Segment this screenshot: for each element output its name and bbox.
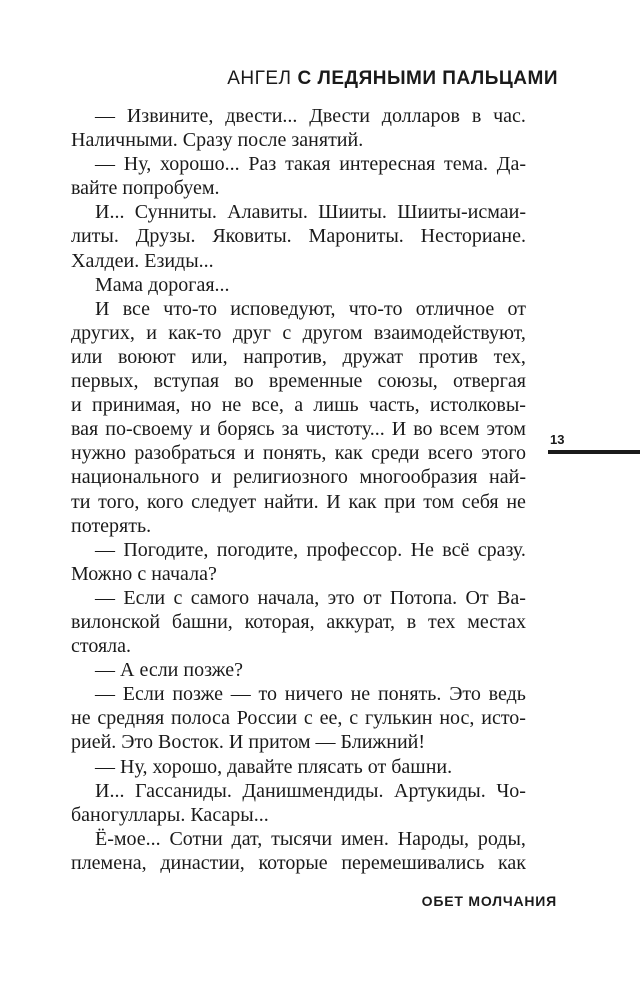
text-line: ти того, кого следует найти. И как при том себя не bbox=[71, 490, 526, 513]
text-line: рией. Это Восток. И притом — Ближний! bbox=[71, 731, 426, 754]
running-head-title: С ЛЕДЯНЫМИ ПАЛЬЦАМИ bbox=[297, 68, 558, 89]
running-foot: ОБЕТ МОЛЧАНИЯ bbox=[421, 893, 557, 909]
running-head bbox=[227, 68, 558, 90]
text-line: — Если с самого начала, это от Потопа. От Ва- bbox=[95, 586, 526, 609]
text-line: вилонской башни, которая, аккурат, в тех местах bbox=[71, 610, 526, 633]
text-line: И все что-то исповедуют, что-то отличное от bbox=[95, 297, 526, 320]
text-line: вайте попробуем. bbox=[71, 177, 220, 200]
text-line: И... Сунниты. Алавиты. Шииты. Шииты-исмаи- bbox=[95, 201, 526, 224]
text-line: национального и религиозного многообразия най- bbox=[71, 466, 526, 489]
text-line: Мама дорогая... bbox=[95, 273, 230, 296]
running-head-author: АНГЕЛ bbox=[227, 68, 292, 89]
page-number: 13 bbox=[550, 432, 565, 447]
text-line: потерять. bbox=[71, 514, 152, 537]
text-line: И... Гассаниды. Данишмендиды. Артукиды. Чо- bbox=[95, 779, 526, 802]
text-line: — Если позже — то ничего не понять. Это ведь bbox=[95, 683, 526, 706]
text-line: — Извините, двести... Двести долларов в час. bbox=[95, 105, 526, 127]
text-line: Наличными. Сразу после занятий. bbox=[71, 129, 364, 152]
page-number-rule bbox=[548, 450, 640, 454]
text-line: нужно разобраться и понять, как среди всего этого bbox=[71, 442, 526, 465]
text-line: — Ну, хорошо... Раз такая интересная тема. Да- bbox=[95, 153, 526, 176]
text-line: — А если позже? bbox=[95, 659, 243, 682]
text-line: вая по-своему и борясь за чистоту... И во всем этом bbox=[71, 418, 526, 441]
text-line: литы. Друзы. Яковиты. Марониты. Несториане. bbox=[71, 225, 526, 248]
text-line: Халдеи. Езиды... bbox=[71, 249, 214, 272]
text-line: первых, вступая во временные союзы, отвергая bbox=[71, 370, 526, 393]
text-line: Можно с начала? bbox=[71, 562, 217, 585]
text-line: — Погодите, погодите, профессор. Не всё сразу. bbox=[95, 538, 526, 561]
body-text bbox=[71, 104, 526, 875]
text-line: и принимая, но не все, а лишь часть, истолковы- bbox=[71, 394, 526, 417]
text-line: — Ну, хорошо, давайте плясать от башни. bbox=[95, 755, 453, 778]
text-line: или воюют или, напротив, дружат против тех, bbox=[71, 345, 526, 368]
text-line: не средняя полоса России с ее, с гулькин нос, исто- bbox=[71, 707, 526, 730]
text-line: стояла. bbox=[71, 635, 132, 658]
text-line: Ё-мое... Сотни дат, тысячи имен. Народы, роды, bbox=[95, 827, 526, 850]
text-line: племена, династии, которые перемешивались как bbox=[71, 851, 526, 874]
text-line: баногуллары. Касары... bbox=[71, 803, 269, 826]
text-line: других, и как-то друг с другом взаимодействуют, bbox=[71, 321, 526, 344]
